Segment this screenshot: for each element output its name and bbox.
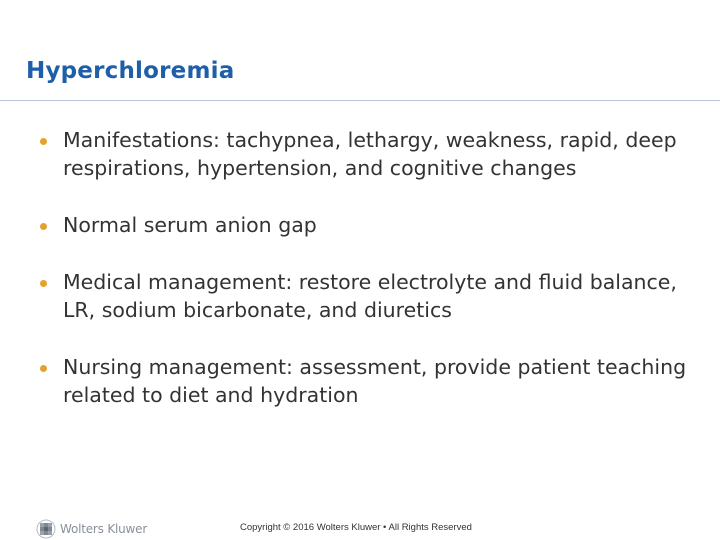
bullet-item-manifestations (40, 126, 700, 182)
bullet-text: Nursing management: assessment, provide patient teaching related to diet and hydration (63, 355, 687, 407)
bullet-item-medical-management (40, 268, 700, 324)
bullet-text: Manifestations: tachypnea, lethargy, weakness, rapid, deep respirations, hypertension, and cognitive changes (63, 128, 677, 180)
bullet-item-anion-gap (40, 211, 700, 239)
bullet-icon (40, 138, 47, 145)
bullet-list (40, 126, 700, 438)
bullet-icon (40, 223, 47, 230)
bullet-text: Normal serum anion gap (63, 213, 317, 237)
title-divider (0, 100, 720, 101)
logo-text: Wolters Kluwer (60, 522, 148, 536)
bullet-icon (40, 280, 47, 287)
wolters-kluwer-logo (36, 519, 147, 539)
wolters-kluwer-logo-icon (36, 519, 56, 539)
bullet-icon (40, 365, 47, 372)
bullet-text: Medical management: restore electrolyte and fluid balance, LR, sodium bicarbonate, and diuretics (63, 270, 677, 322)
slide-title: Hyperchloremia (26, 58, 235, 84)
bullet-item-nursing-management (40, 353, 700, 409)
copyright-notice: Copyright © 2016 Wolters Kluwer • All Rights Reserved (240, 522, 472, 533)
